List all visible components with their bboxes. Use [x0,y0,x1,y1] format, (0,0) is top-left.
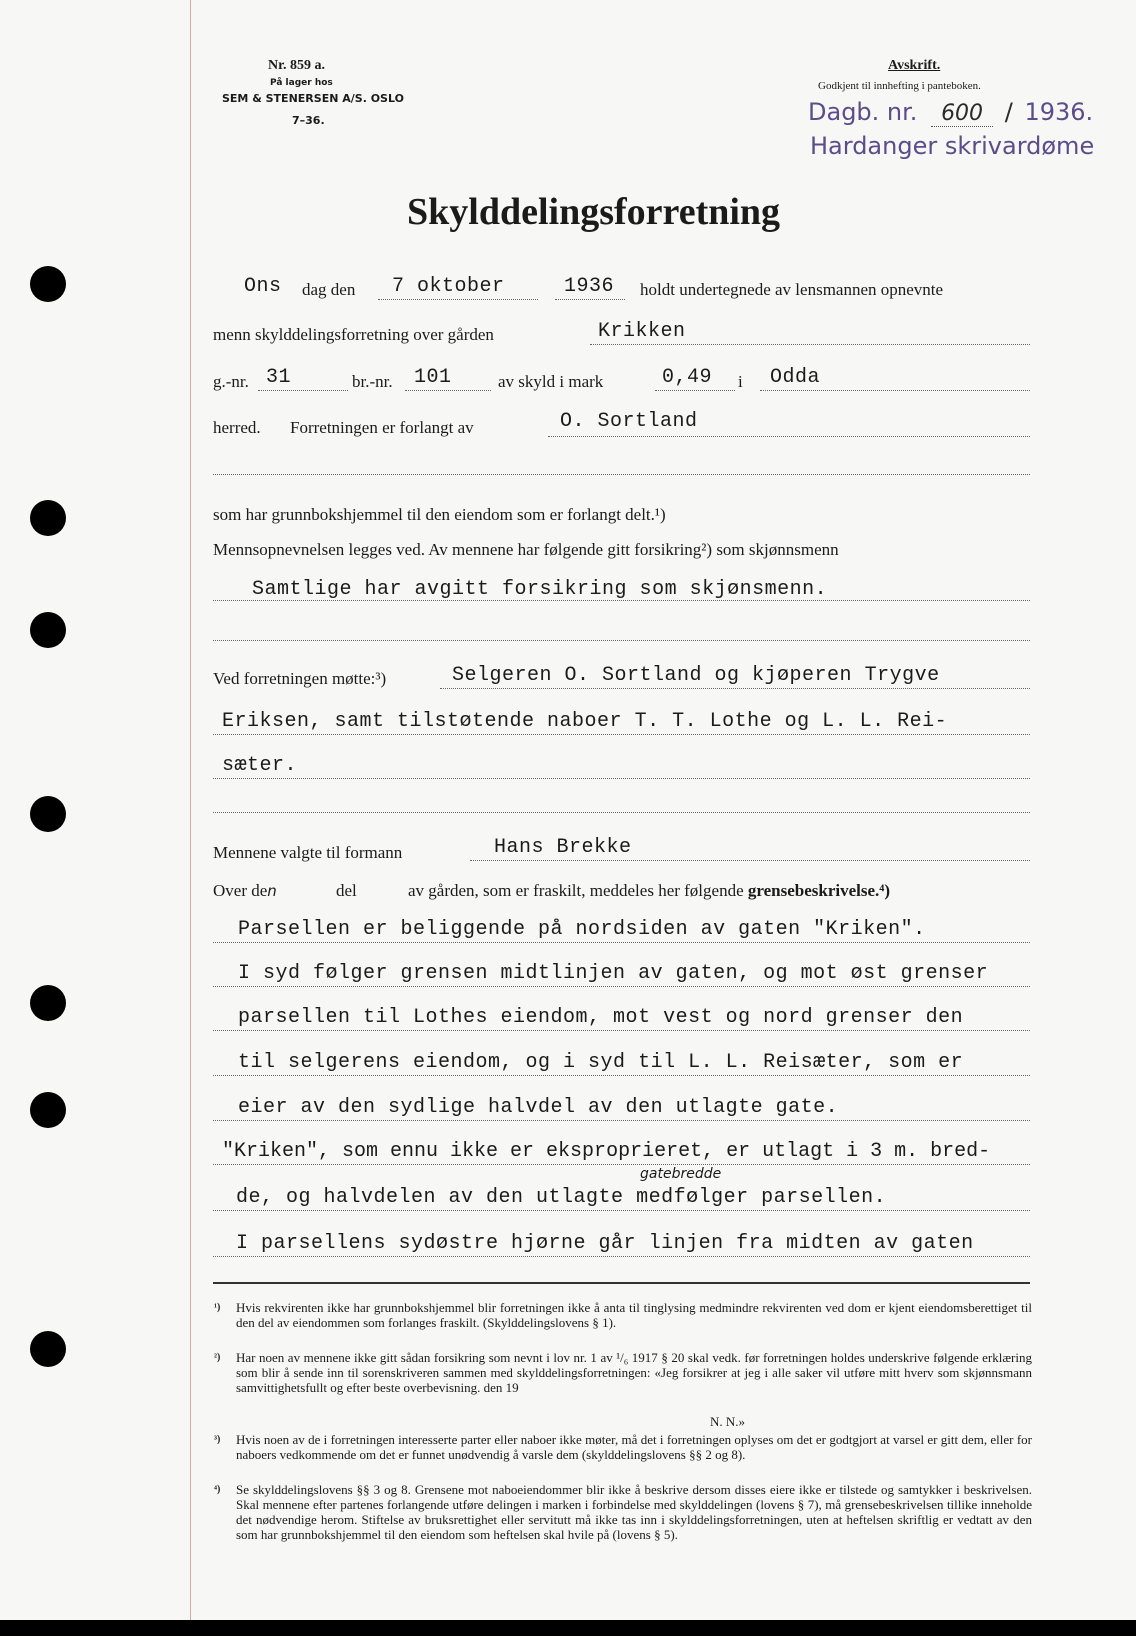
gnr-line [258,390,348,391]
boundary-line [213,1030,1030,1031]
dagb-number: 600 [931,101,993,127]
boundary-label-text: av gården, som er fraskilt, meddeles her følgende [408,881,744,900]
boundary-label-bold: grensebeskrivelse.⁴) [747,881,891,900]
requested-label: Forretningen er forlangt av [290,418,474,437]
boundary-text: eier av den sydlige halvdel av den utlagte gate. [238,1096,839,1119]
dagb-stamp [808,98,1093,126]
present-line [213,734,1030,735]
boundary-text: I parsellens sydøstre hjørne går linjen fra midten av gaten [236,1232,974,1255]
present-line-2: Eriksen, samt tilstøtende naboer T. T. Lothe og L. L. Rei- [222,710,948,733]
footnote-4 [214,1482,1032,1542]
requested-line [548,436,1030,437]
footnote-number: ⁴) [214,1484,221,1495]
day-handwritten: Ons [244,275,282,298]
present-label: Ved forretningen møtte:³) [213,669,387,688]
present-line-1: Selgeren O. Sortland og kjøperen Trygve [452,664,940,687]
farm-name: Krikken [598,320,686,343]
avskrift-label: Avskrift. [888,58,941,73]
boundary-line [213,1120,1030,1121]
over-handwritten: n [267,882,277,900]
approved-note: Godkjent til innhefting i panteboken. [818,80,981,92]
boundary-line [213,1164,1030,1165]
footnote-number: ³) [214,1434,221,1445]
blank-line [213,812,1030,813]
footnote-number: ¹) [214,1302,221,1313]
punch-hole [30,612,66,648]
form-publisher-1: På lager hos [270,78,333,88]
footnote-1 [214,1300,1032,1330]
oath-line: Mennsopnevnelsen legges ved. Av mennene har følgende gitt forsikring²) som skjønnsmenn [213,540,839,559]
intro-text-1: holdt undertegnede av lensmannen opnevnte [640,280,944,299]
skyld-value: 0,49 [662,366,713,389]
footnote-text: N. N.» [710,1414,746,1429]
punch-hole [30,1331,66,1367]
footnote-2 [214,1350,1032,1395]
gnr-value: 31 [266,366,292,389]
form-number: Nr. 859 a. [268,58,326,73]
boundary-line [213,942,1030,943]
punch-hole [30,1092,66,1128]
blank-line [213,474,1030,475]
date-line [378,299,538,300]
dagb-separator: / [1004,98,1013,126]
date-handwritten: 7 oktober [392,275,505,298]
footnote-3 [214,1432,1032,1462]
grunnbok-line: som har grunnbokshjemmel til den eiendom som er forlangt delt.¹) [213,505,666,524]
herred-name: Odda [770,366,821,389]
insertion-handwritten: gatebredde [640,1166,722,1182]
boundary-text: parsellen til Lothes eiendom, mot vest og nord grenser den [238,1006,964,1029]
herred-line [760,390,1030,391]
footnote-text: Hvis rekvirenten ikke har grunnbokshjemmel blir forretningen ikke å anta til tinglysing medmindre rekvirenten ved dom er kjent eiendomsberettiget til den del av eiendommen som forlanges fraskilt. (Skylddelingslovens § 1). [236,1300,1032,1330]
document-title: Skylddelingsforretning [407,191,781,233]
punch-hole [30,985,66,1021]
punch-hole [30,500,66,536]
present-line [440,688,1030,689]
gnr-label: g.-nr. [213,372,249,391]
boundary-line [213,1210,1030,1211]
present-line-3: sæter. [222,754,298,777]
intro-text-2: menn skylddelingsforretning over gården [213,325,494,344]
requested-by: O. Sortland [560,410,698,433]
dagb-label: Dagb. nr. [808,98,918,126]
form-print-date: 7–36. [292,114,325,127]
boundary-text: "Kriken", som ennu ikke er eksproprieret, er utlagt i 3 m. bred- [222,1140,991,1163]
boundary-label [408,881,890,901]
boundary-text: til selgerens eiendom, og i syd til L. L. Reisæter, som er [238,1051,964,1074]
bnr-line [405,390,491,391]
i-label: i [738,372,743,391]
year-line [555,299,625,300]
present-line [213,778,1030,779]
footnote-signature [214,1414,1032,1429]
dagb-year: 1936. [1024,98,1094,126]
bnr-label: br.-nr. [352,372,393,391]
del-label: del [336,881,357,900]
boundary-line [213,1256,1030,1257]
footnote-rule [213,1282,1030,1284]
chair-line [470,860,1030,861]
punch-hole [30,796,66,832]
boundary-text: de, og halvdelen av den utlagte medfølger parsellen. [236,1186,887,1209]
year-handwritten: 1936 [564,275,615,298]
bnr-value: 101 [414,366,452,389]
footnote-number: ²) [214,1352,221,1363]
footnote-text: Hvis noen av de i forretningen interesserte parter eller naboer ikke møter, må det i forretningen oplyses om det er godtgjort at varsel er gitt dem, eller for naboers vedkommende om det er funnet unødvendig å varsle dem (skylddelingslovens §§ 2 og 8). [236,1432,1032,1462]
boundary-text: Parsellen er beliggende på nordsiden av gaten "Kriken". [238,918,926,941]
over-label [213,881,277,901]
boundary-line [213,1075,1030,1076]
farm-line [590,344,1030,345]
office-stamp: Hardanger skrivardøme [810,132,1095,160]
skyld-line [655,390,735,391]
blank-line [213,640,1030,641]
insurance-text: Samtlige har avgitt forsikring som skjønsmenn. [252,578,828,601]
herred-label: herred. [213,418,261,437]
punch-hole [30,266,66,302]
skyld-label: av skyld i mark [498,372,604,391]
margin-line [190,0,191,1620]
form-publisher-2: SEM & STENERSEN A/S. OSLO [222,92,404,105]
over-label-text: Over de [213,881,268,900]
day-label: dag den [302,280,356,299]
boundary-line [213,986,1030,987]
chair-label: Mennene valgte til formann [213,843,403,862]
footnote-text: Se skylddelingslovens §§ 3 og 8. Grensene mot naboeiendommer blir ikke å beskrive dersom disses eiere ikke er tilstede og samtykker i beskrivelsen. Skal mennene efter partenes forlangende utføre delingen i marken i forbindelse med skylddelingen (lovens § 7), må grensebeskrivelsen tillike inneholde det nødvendige herom. Stiftelse av bruksrettighet eller servitutt må ikke tas inn i skylddelingsforretningen, uten at heftelsen skriftlig er vedtatt av den som har grunnbokshjemmel til den eiendom som heftelsen skal hvile på (lovens § 5). [236,1482,1032,1542]
footnote-text: Har noen av mennene ikke gitt sådan forsikring som nevnt i lov nr. 1 av ¹/₆ 1917 § 20 skal vedk. før forretningen holdes underskrive følgende erklæring som blir å sende inn til sorenskriveren sammen med skylddelingsforretningen: «Jeg forsikrer at jeg i alle saker vil utføre mitt hverv som skjønnsmann samvittighetsfullt og efter beste overbevisning. den 19 [236,1350,1032,1395]
boundary-text: I syd følger grensen midtlinjen av gaten, og mot øst grenser [238,962,989,985]
chair-name: Hans Brekke [494,836,632,859]
